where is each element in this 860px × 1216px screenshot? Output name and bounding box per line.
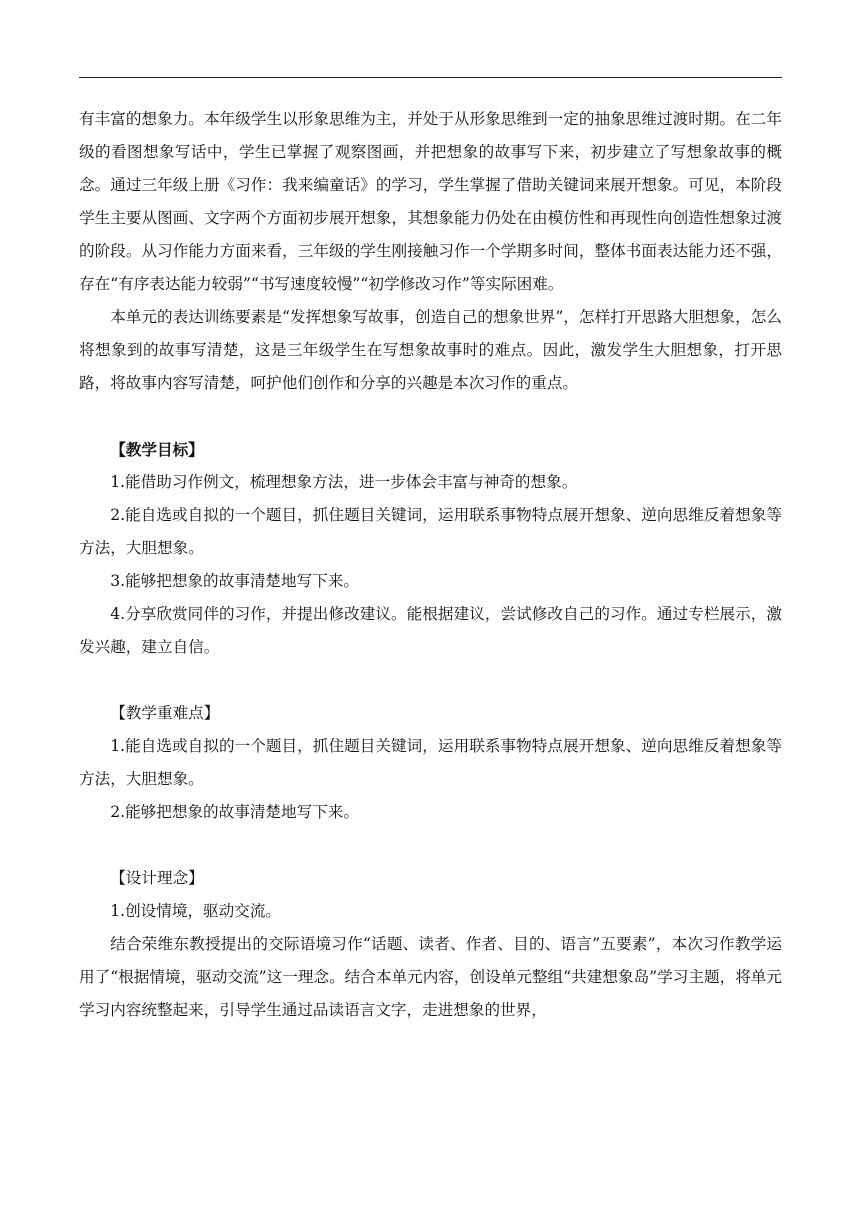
heading-key-points: 【教学重难点】 — [110, 704, 220, 722]
key-point-item: 2.能够把想象的故事清楚地写下来。 — [110, 803, 359, 821]
paragraph-student-analysis: 有丰富的想象力。本年级学生以形象思维为主，并处于从形象思维到一定的抽象思维过渡时期。在二年级的看图想象写话中，学生已掌握了观察图画，并把想象的故事写下来，初步建立了写想象故事的概念。通过三年级上册《习作：我来编童话》的学习，学生掌握了借助关键词来展开想象。可见，本阶段学生主要从图画、文字两个方面初步展开想象，其想象能力仍处在由模仿性和再现性向创造性想象过渡的阶段。从习作能力方面来看，三年级的学生刚接触习作一个学期多时间，整体书面表达能力还不强，存在“有序表达能力较弱”“书写速度较慢”“初学修改习作”等实际困难。 — [79, 110, 782, 293]
spacer — [79, 400, 782, 433]
design-paragraph: 结合荣维东教授提出的交际语境习作“话题、读者、作者、目的、语言”五要素”，本次习作教学运用了“根据情境，驱动交流”这一理念。结合本单元内容，创设单元整组“共建想象岛”学习主题，将单元学习内容统整起来，引导学生通过品读语言文字，走进想象的世界， — [79, 935, 782, 1019]
heading-teaching-goals: 【教学目标】 — [110, 440, 204, 459]
paragraph-unit-focus: 本单元的表达训练要素是“发挥想象写故事，创造自己的想象世界”，怎样打开思路大胆想象，怎么将想象到的故事写清楚，这是三年级学生在写想象故事时的难点。因此，激发学生大胆想象，打开思路，将故事内容写清楚，呵护他们创作和分享的兴趣是本次习作的重点。 — [79, 308, 782, 392]
header-rule — [79, 77, 782, 78]
heading-design-concept: 【设计理念】 — [110, 869, 204, 887]
goal-item: 4.分享欣赏同伴的习作，并提出修改建议。能根据建议，尝试修改自己的习作。通过专栏展示，激发兴趣，建立自信。 — [79, 605, 782, 656]
spacer — [79, 829, 782, 862]
design-item: 1.创设情境，驱动交流。 — [110, 902, 282, 920]
goal-item: 2.能自选或自拟的一个题目，抓住题目关键词，运用联系事物特点展开想象、逆向思维反着想象等方法，大胆想象。 — [79, 506, 782, 557]
spacer — [79, 664, 782, 697]
document-body — [79, 103, 782, 1027]
goal-item: 3.能够把想象的故事清楚地写下来。 — [110, 572, 359, 590]
goal-item: 1.能借助习作例文，梳理想象方法，进一步体会丰富与神奇的想象。 — [110, 473, 578, 491]
key-point-item: 1.能自选或自拟的一个题目，抓住题目关键词，运用联系事物特点展开想象、逆向思维反着想象等方法，大胆想象。 — [79, 737, 782, 788]
